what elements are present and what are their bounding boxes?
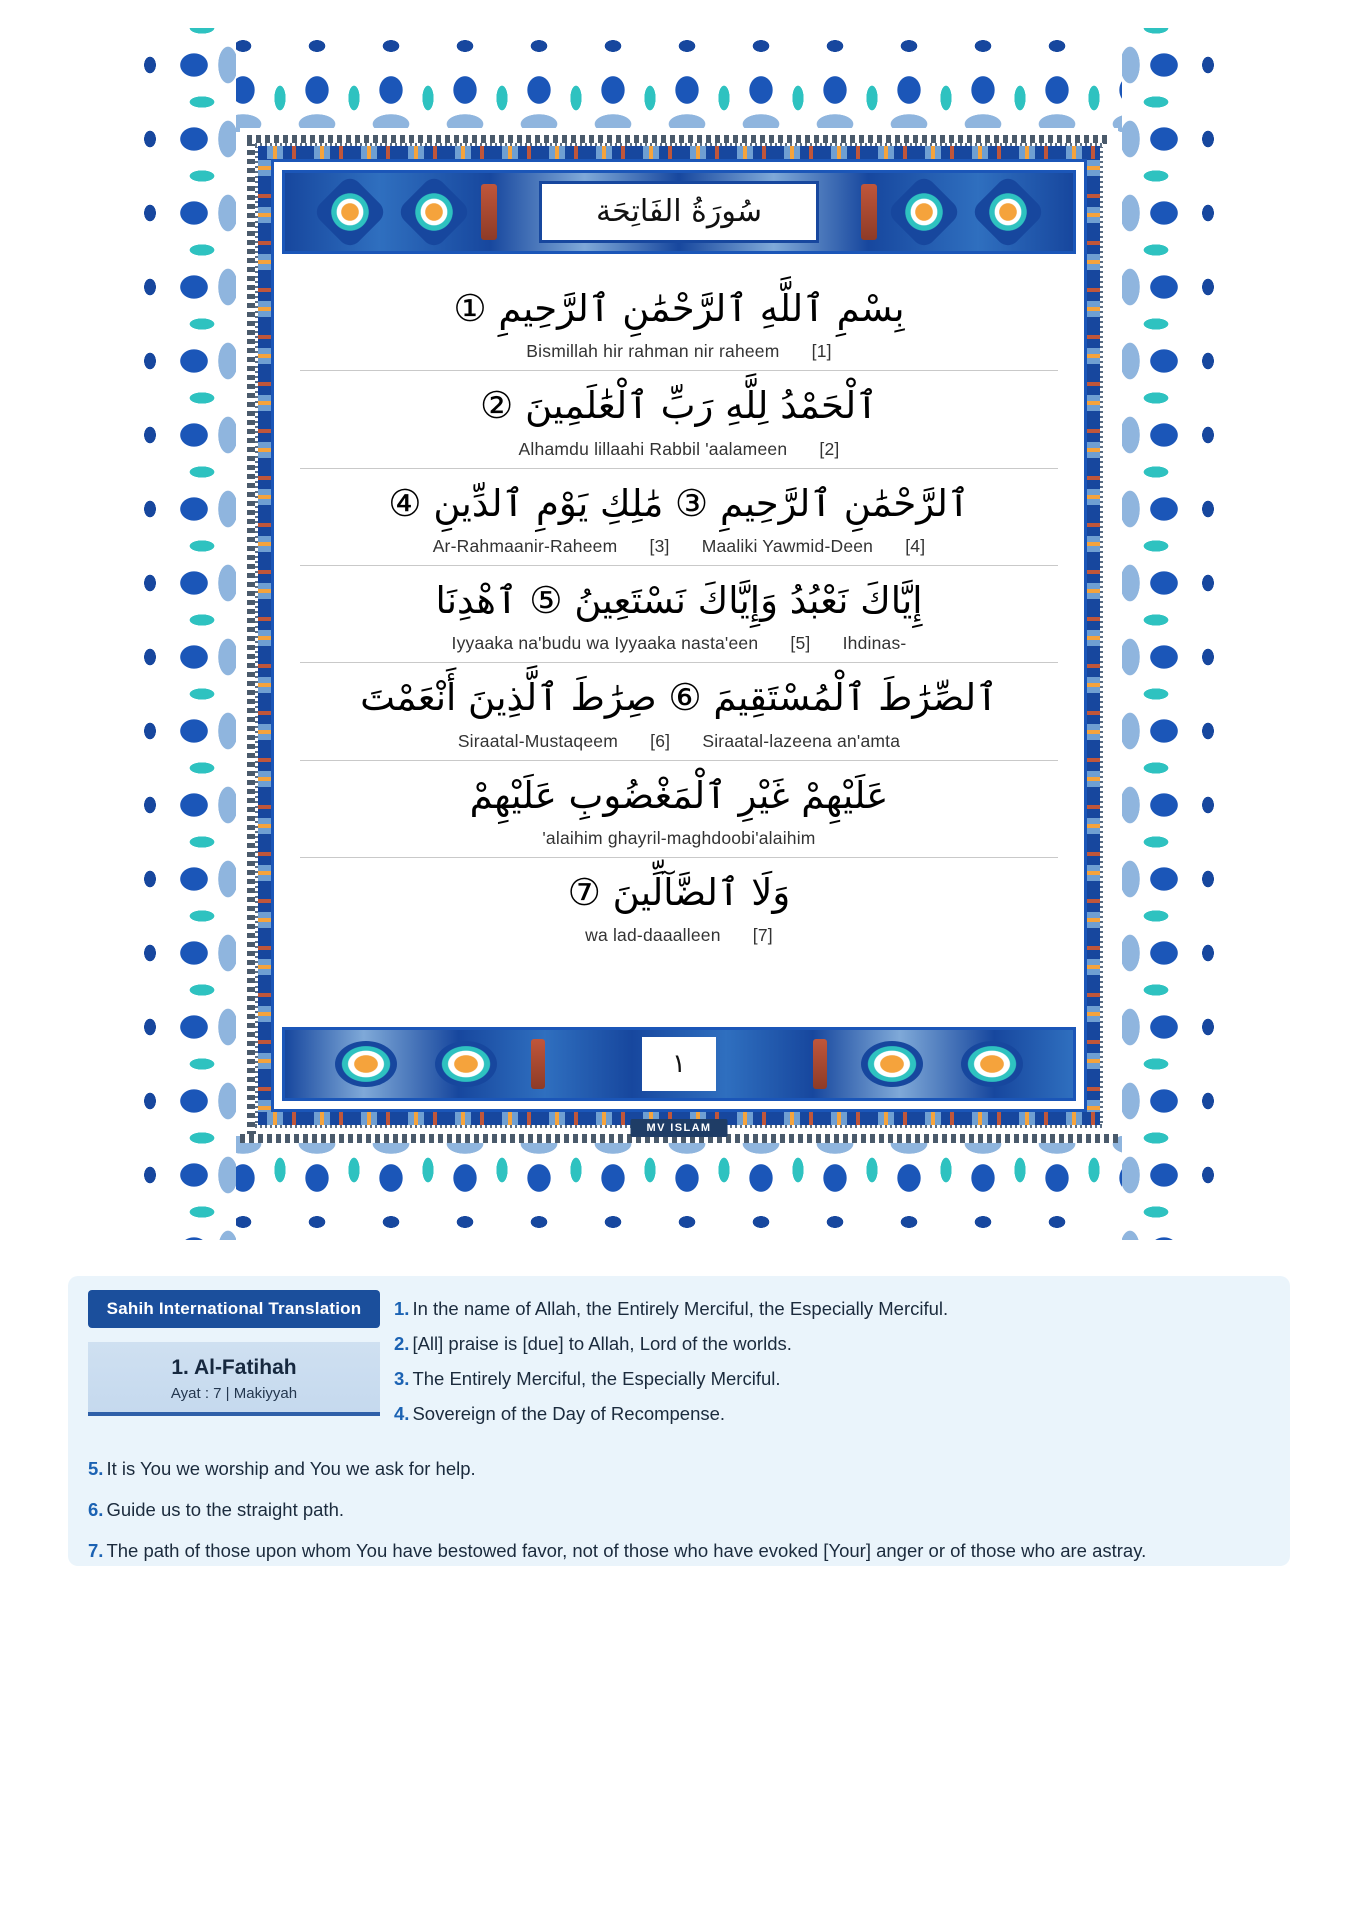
- floral-ornament-icon: [435, 1041, 497, 1087]
- ayah-row: [300, 858, 1058, 954]
- ayah-arabic: ٱلصِّرَٰطَ ٱلْمُسْتَقِيمَ ⑥ صِرَٰطَ ٱلَّذِينَ أَنْعَمْتَ: [360, 676, 998, 720]
- ayah-marker: [2]: [819, 438, 840, 459]
- ornament-border-right: [1122, 28, 1226, 1240]
- verse-number: 3.: [394, 1367, 410, 1389]
- translit-text: Alhamdu lillaahi Rabbil 'aalameen: [518, 438, 788, 459]
- ayah-arabic: بِسْمِ ٱللَّهِ ٱلرَّحْمَٰنِ ٱلرَّحِيمِ ①: [453, 287, 905, 330]
- translation-panel: [68, 1276, 1290, 1566]
- verse-text: Sovereign of the Day of Recompense.: [412, 1402, 726, 1424]
- ayah-arabic: إِيَّاكَ نَعْبُدُ وَإِيَّاكَ نَسْتَعِينُ ⑤ ٱهْدِنَا: [435, 579, 923, 623]
- translit-text: Ar-Rahmaanir-Raheem: [432, 536, 618, 557]
- ayah-transliteration: [300, 439, 1058, 460]
- surah-title-arabic: سُورَةُ الفَاتِحَة: [596, 194, 762, 229]
- ayah-marker-2: [4]: [905, 536, 926, 557]
- ayah-transliteration: [300, 925, 1058, 946]
- page-number-cartouche: [282, 1027, 1076, 1101]
- translation-panel-left: [88, 1290, 380, 1416]
- divider-bar-ornament: [481, 184, 497, 240]
- floral-ornament-icon: [335, 1041, 397, 1087]
- ayah-marker: [7]: [752, 925, 773, 946]
- ayah-row: [300, 371, 1058, 468]
- ornament-border-bottom: [132, 1136, 1226, 1240]
- ornament-border-left: [132, 28, 236, 1240]
- ayah-row: [300, 663, 1058, 760]
- ayah-arabic: عَلَيْهِمْ غَيْرِ ٱلْمَغْضُوبِ عَلَيْهِمْ: [469, 773, 889, 817]
- ayah-transliteration: [300, 731, 1058, 752]
- ayah-row: [300, 761, 1058, 858]
- verse-number: 4.: [394, 1402, 410, 1424]
- ayah-transliteration: [300, 828, 1058, 849]
- surah-title-box: [539, 181, 819, 243]
- verse-number: 6.: [88, 1498, 104, 1520]
- translit-text-2: Siraatal-lazeena an'amta: [702, 730, 901, 751]
- divider-bar-ornament: [531, 1039, 545, 1089]
- verse-text: It is You we worship and You we ask for help.: [106, 1458, 476, 1479]
- translation-line: [88, 1536, 1272, 1566]
- verse-text: In the name of Allah, the Entirely Merciful, the Especially Merciful.: [412, 1298, 949, 1319]
- ayah-marker: [1]: [811, 341, 832, 362]
- verse-text: [All] praise is [due] to Allah, Lord of the worlds.: [412, 1332, 792, 1354]
- surah-info-card: [88, 1342, 380, 1416]
- verse-text: The path of those upon whom You have bestowed favor, not of those who have evoked [Your] anger or of those who are astray.: [106, 1539, 1147, 1561]
- ornamental-page-frame: [132, 28, 1226, 1240]
- ayah-row: [300, 274, 1058, 371]
- ayah-transliteration: [300, 341, 1058, 362]
- translation-line: [88, 1495, 1272, 1525]
- translit-text: Iyyaaka na'budu wa Iyyaaka nasta'een: [451, 633, 759, 654]
- rosette-ornament-icon: [396, 174, 472, 250]
- translation-source-badge: Sahih International Translation: [88, 1290, 380, 1328]
- brand-label: MV ISLAM: [631, 1119, 728, 1137]
- verse-number: 5.: [88, 1458, 104, 1479]
- quran-text-panel: [240, 128, 1118, 1143]
- divider-bar-ornament: [861, 184, 877, 240]
- translation-verses-bottom: [88, 1454, 1272, 1577]
- translation-verses-top: [394, 1294, 1272, 1434]
- surah-name-label: 1. Al-Fatihah: [171, 1356, 297, 1379]
- translit-text: Siraatal-Mustaqeem: [457, 730, 619, 751]
- rosette-ornament-icon: [312, 174, 388, 250]
- ayah-marker: [3]: [649, 536, 670, 557]
- ornament-border-top: [132, 28, 1226, 132]
- page-number-box: [642, 1037, 716, 1091]
- ayah-row: [300, 566, 1058, 663]
- translit-text: wa lad-daaalleen: [585, 925, 721, 946]
- ayah-arabic: وَلَا ٱلضَّآلِّينَ ⑦: [567, 871, 791, 915]
- translit-text: 'alaihim ghayril-maghdoobi'alaihim: [542, 828, 816, 849]
- ayah-list: [282, 274, 1076, 1025]
- verse-number: 7.: [88, 1539, 104, 1561]
- verse-number: 2.: [394, 1332, 410, 1354]
- translation-line: [394, 1329, 1272, 1359]
- ayah-marker: [6]: [650, 730, 671, 751]
- translation-line: [394, 1364, 1272, 1394]
- translation-line: [88, 1454, 1272, 1484]
- translit-text: Bismillah hir rahman nir raheem: [526, 341, 780, 362]
- ayah-arabic: ٱلرَّحْمَٰنِ ٱلرَّحِيمِ ③ مَٰلِكِ يَوْمِ ٱلدِّينِ ④: [388, 481, 970, 525]
- floral-ornament-icon: [961, 1041, 1023, 1087]
- verse-text: Guide us to the straight path.: [106, 1498, 345, 1520]
- verse-number: 1.: [394, 1298, 410, 1319]
- ayah-arabic: ٱلْحَمْدُ لِلَّهِ رَبِّ ٱلْعَٰلَمِينَ ②: [480, 384, 878, 428]
- rosette-ornament-icon: [886, 174, 962, 250]
- ayah-row: [300, 469, 1058, 566]
- translit-text-2: Maaliki Yawmid-Deen: [701, 536, 874, 557]
- surah-title-cartouche: [282, 170, 1076, 254]
- floral-ornament-icon: [861, 1041, 923, 1087]
- ayah-transliteration: [300, 633, 1058, 654]
- translation-line: [394, 1399, 1272, 1429]
- ayah-marker: [5]: [790, 633, 811, 654]
- translit-text-2: Ihdinas-: [842, 633, 907, 654]
- rosette-ornament-icon: [970, 174, 1046, 250]
- surah-meta-label: Ayat : 7 | Makiyyah: [170, 1385, 298, 1402]
- translation-line: [394, 1294, 1272, 1324]
- divider-bar-ornament: [813, 1039, 827, 1089]
- verse-text: The Entirely Merciful, the Especially Merciful.: [412, 1367, 781, 1389]
- ayah-transliteration: [300, 536, 1058, 557]
- page-number: ١: [672, 1049, 686, 1079]
